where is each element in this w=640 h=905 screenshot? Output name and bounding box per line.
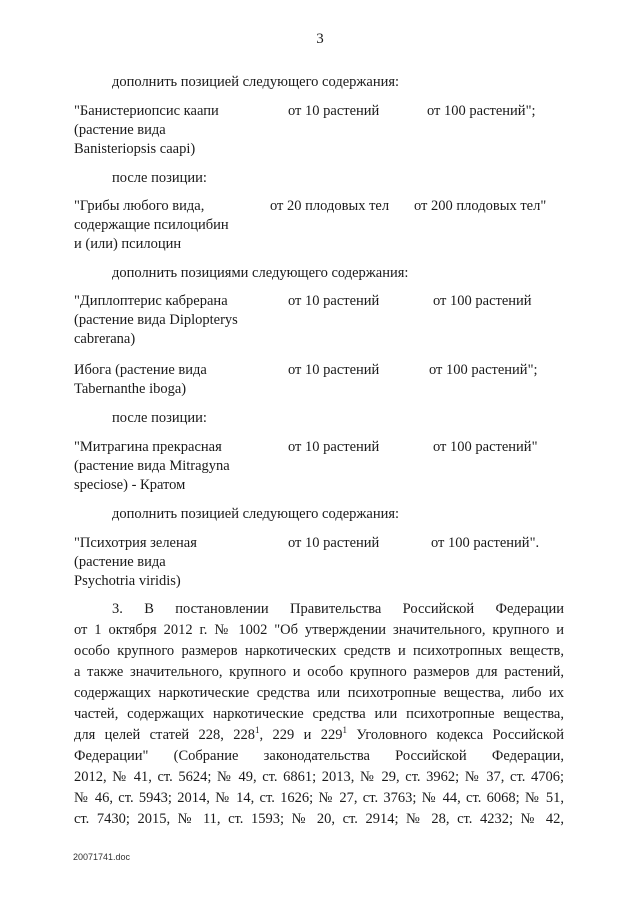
- paragraph-line: а также значительного, крупного и особо крупного размеров для растений,: [74, 664, 564, 680]
- entry-threshold-xlarge: от 100 растений".: [431, 535, 540, 551]
- entry-threshold-xlarge: от 100 растений";: [429, 362, 538, 378]
- paragraph-line: 2012, № 41, ст. 5624; № 49, ст. 6861; 2013, № 29, ст. 3962; № 37, ст. 4706;: [74, 769, 564, 785]
- entry-threshold-xlarge: от 100 растений";: [427, 103, 536, 119]
- entry-name: (растение вида Mitragyna: [74, 458, 230, 474]
- intro-text: после позиции:: [112, 410, 207, 426]
- entry-name: (растение вида: [74, 122, 166, 138]
- paragraph-line: № 46, ст. 5943; 2014, № 14, ст. 1626; № 27, ст. 3763; № 44, ст. 6068; № 51,: [74, 790, 564, 806]
- paragraph-line: 3. В постановлении Правительства Российской Федерации: [112, 601, 564, 617]
- entry-name: speciose) - Кратом: [74, 477, 186, 493]
- entry-name: Banisteriopsis caapi): [74, 141, 196, 157]
- intro-text: дополнить позициями следующего содержания:: [112, 265, 409, 281]
- entry-name: "Диплоптерис кабрерана: [74, 293, 228, 309]
- entry-threshold-large: от 10 растений: [288, 293, 380, 309]
- paragraph-line: содержащих наркотические средства или психотропные вещества, либо их: [74, 685, 564, 701]
- entry-name: Tabernanthe iboga): [74, 381, 187, 397]
- entry-threshold-large: от 10 растений: [288, 439, 380, 455]
- entry-name: и (или) псилоцин: [74, 236, 182, 252]
- paragraph-line: для целей статей 228, $228^1$, 229 и $229^1$ Уголовного кодекса Российской: [74, 725, 565, 743]
- page-number: 3: [316, 31, 324, 47]
- entry-name: "Банистериопсис каапи: [74, 103, 219, 119]
- document-filename: 20071741.doc: [73, 852, 131, 862]
- paragraph-line: от 1 октября 2012 г. № 1002 "Об утверждении значительного, крупного и: [74, 622, 564, 638]
- entry-name: "Грибы любого вида,: [74, 198, 205, 214]
- entry-threshold-large: от 10 растений: [288, 103, 380, 119]
- entry-threshold-large: от 20 плодовых тел: [270, 198, 390, 214]
- paragraph-line: частей, содержащих наркотические средства или психотропные вещества,: [74, 706, 564, 722]
- entry-threshold-xlarge: от 100 растений: [433, 293, 532, 309]
- entry-name: "Психотрия зеленая: [74, 535, 197, 551]
- paragraph-line: особо крупного размеров наркотических средств и психотропных веществ,: [74, 643, 564, 659]
- entry-name: (растение вида: [74, 554, 166, 570]
- entry-threshold-large: от 10 растений: [288, 362, 380, 378]
- entry-name: содержащие псилоцибин: [74, 217, 229, 233]
- entry-name: "Митрагина прекрасная: [74, 439, 222, 455]
- intro-text: дополнить позицией следующего содержания:: [112, 74, 400, 90]
- entry-threshold-xlarge: от 200 плодовых тел": [414, 198, 547, 214]
- paragraph-line: ст. 7430; 2015, № 11, ст. 1593; № 20, ст. 2914; № 28, ст. 4232; № 42,: [74, 811, 564, 827]
- entry-name: (растение вида Diplopterys: [74, 312, 238, 328]
- entry-threshold-xlarge: от 100 растений": [433, 439, 538, 455]
- intro-text: дополнить позицией следующего содержания:: [112, 506, 400, 522]
- entry-name: cabrerana): [74, 331, 136, 347]
- entry-name: Ибога (растение вида: [74, 362, 207, 378]
- entry-threshold-large: от 10 растений: [288, 535, 380, 551]
- entry-name: Psychotria viridis): [74, 573, 181, 589]
- intro-text: после позиции:: [112, 170, 207, 186]
- paragraph-line: Федерации" (Собрание законодательства Российской Федерации,: [74, 748, 564, 764]
